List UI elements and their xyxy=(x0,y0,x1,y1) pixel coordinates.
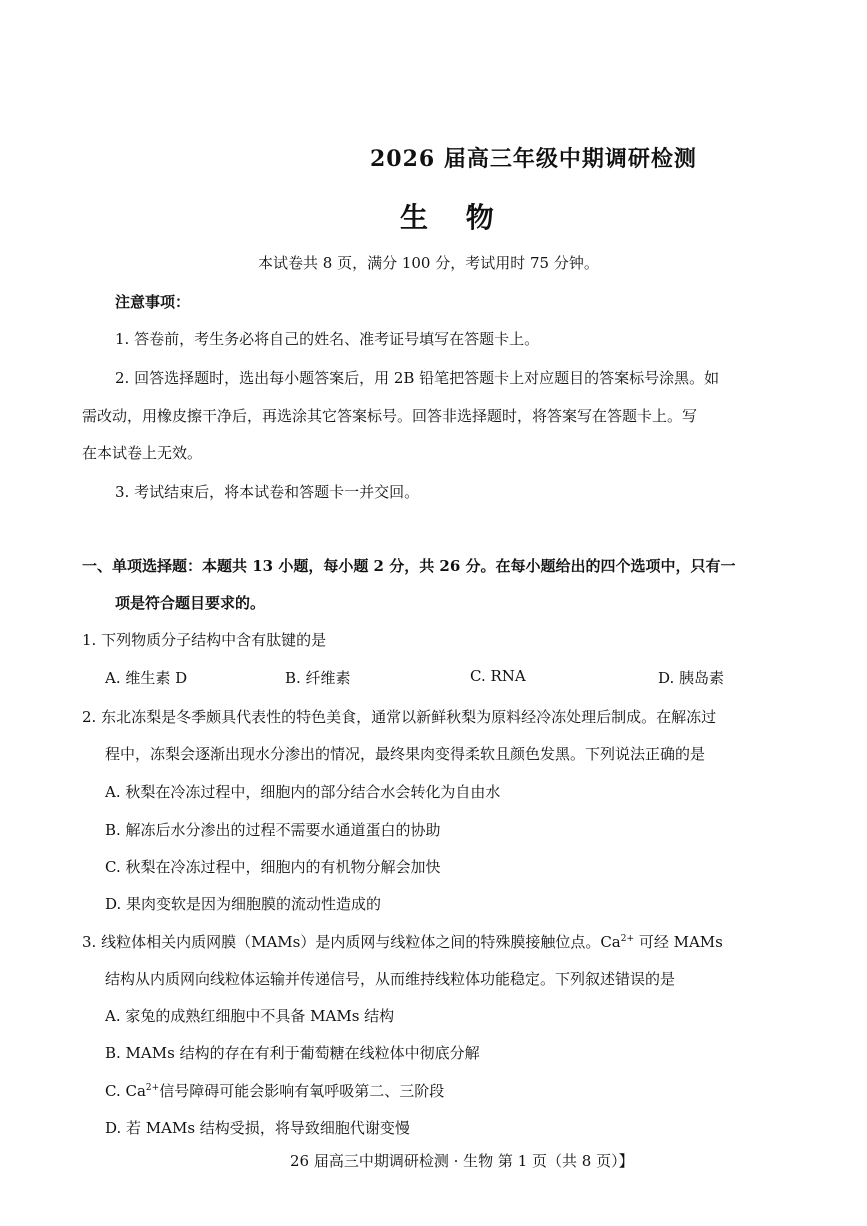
exam-title: 2026 届高三年级中期调研检测 xyxy=(370,146,697,172)
section-heading-line-2: 项是符合题目要求的。 xyxy=(115,594,266,612)
question-2-option-d: D. 果肉变软是因为细胞膜的流动性造成的 xyxy=(105,895,382,913)
notice-item-2-line-1: 2. 回答选择题时，选出每小题答案后，用 2B 铅笔把答题卡上对应题目的答案标号涂黑。如 xyxy=(115,369,720,387)
question-2-stem-line-1: 2. 东北冻梨是冬季颇具代表性的特色美食，通常以新鲜秋梨为原料经冷冻处理后制成。在解冻过 xyxy=(82,708,717,726)
exam-info: 本试卷共 8 页，满分 100 分，考试用时 75 分钟。 xyxy=(258,254,599,272)
question-3-option-c-text: 信号障碍可能会影响有氧呼吸第二、三阶段 xyxy=(159,1082,445,1100)
notice-item-3: 3. 考试结束后，将本试卷和答题卡一并交回。 xyxy=(115,483,420,501)
question-1-option-d: D. 胰岛素 xyxy=(658,669,725,687)
notice-item-1: 1. 答卷前，考生务必将自己的姓名、准考证号填写在答题卡上。 xyxy=(115,330,540,348)
question-3-option-c xyxy=(105,1080,444,1101)
question-1-stem: 1. 下列物质分子结构中含有肽键的是 xyxy=(82,631,327,649)
question-2-option-a: A. 秋梨在冷冻过程中，细胞内的部分结合水会转化为自由水 xyxy=(105,783,501,801)
question-3-option-d: D. 若 MAMs 结构受损，将导致细胞代谢变慢 xyxy=(105,1119,410,1137)
question-3-stem-line-2: 结构从内质网向线粒体运输并传递信号，从而维持线粒体功能稳定。下列叙述错误的是 xyxy=(105,970,676,988)
question-3-stem-line-1-text: 3. 线粒体相关内质网膜（MAMs）是内质网与线粒体之间的特殊膜接触位点。Ca xyxy=(82,933,621,951)
question-2-option-c: C. 秋梨在冷冻过程中，细胞内的有机物分解会加快 xyxy=(105,858,441,876)
question-2-option-b: B. 解冻后水分渗出的过程不需要水通道蛋白的协助 xyxy=(105,821,441,839)
question-1-option-b: B. 纤维素 xyxy=(285,669,351,687)
question-3-option-c-label: C. Ca xyxy=(105,1082,146,1100)
page-footer: 26 届高三中期调研检测 · 生物 第 1 页（共 8 页）】 xyxy=(290,1152,634,1170)
question-2-stem-line-2: 程中，冻梨会逐渐出现水分渗出的情况，最终果肉变得柔软且颜色发黑。下列说法正确的是 xyxy=(105,745,706,763)
question-3-stem-line-1-tail: 可经 MAMs xyxy=(634,933,723,951)
question-3-option-a: A. 家兔的成熟红细胞中不具备 MAMs 结构 xyxy=(105,1007,395,1025)
question-1-option-a: A. 维生素 D xyxy=(105,669,188,687)
calcium-charge-superscript: 2+ xyxy=(620,934,635,944)
notice-item-2-line-3: 在本试卷上无效。 xyxy=(82,444,203,462)
question-3-option-b: B. MAMs 结构的存在有利于葡萄糖在线粒体中彻底分解 xyxy=(105,1044,480,1062)
notice-title: 注意事项： xyxy=(115,293,191,311)
question-1-option-c: C. RNA xyxy=(470,667,526,685)
question-3-stem-line-1 xyxy=(82,931,723,952)
notice-item-2-line-2: 需改动，用橡皮擦干净后，再选涂其它答案标号。回答非选择题时，将答案写在答题卡上。写 xyxy=(82,407,698,425)
calcium-charge-superscript: 2+ xyxy=(145,1083,160,1093)
section-heading-line-1: 一、单项选择题：本题共 13 小题，每小题 2 分，共 26 分。在每小题给出的四个选项中，只有一 xyxy=(82,557,736,575)
subject-title: 生 物 xyxy=(400,201,508,234)
